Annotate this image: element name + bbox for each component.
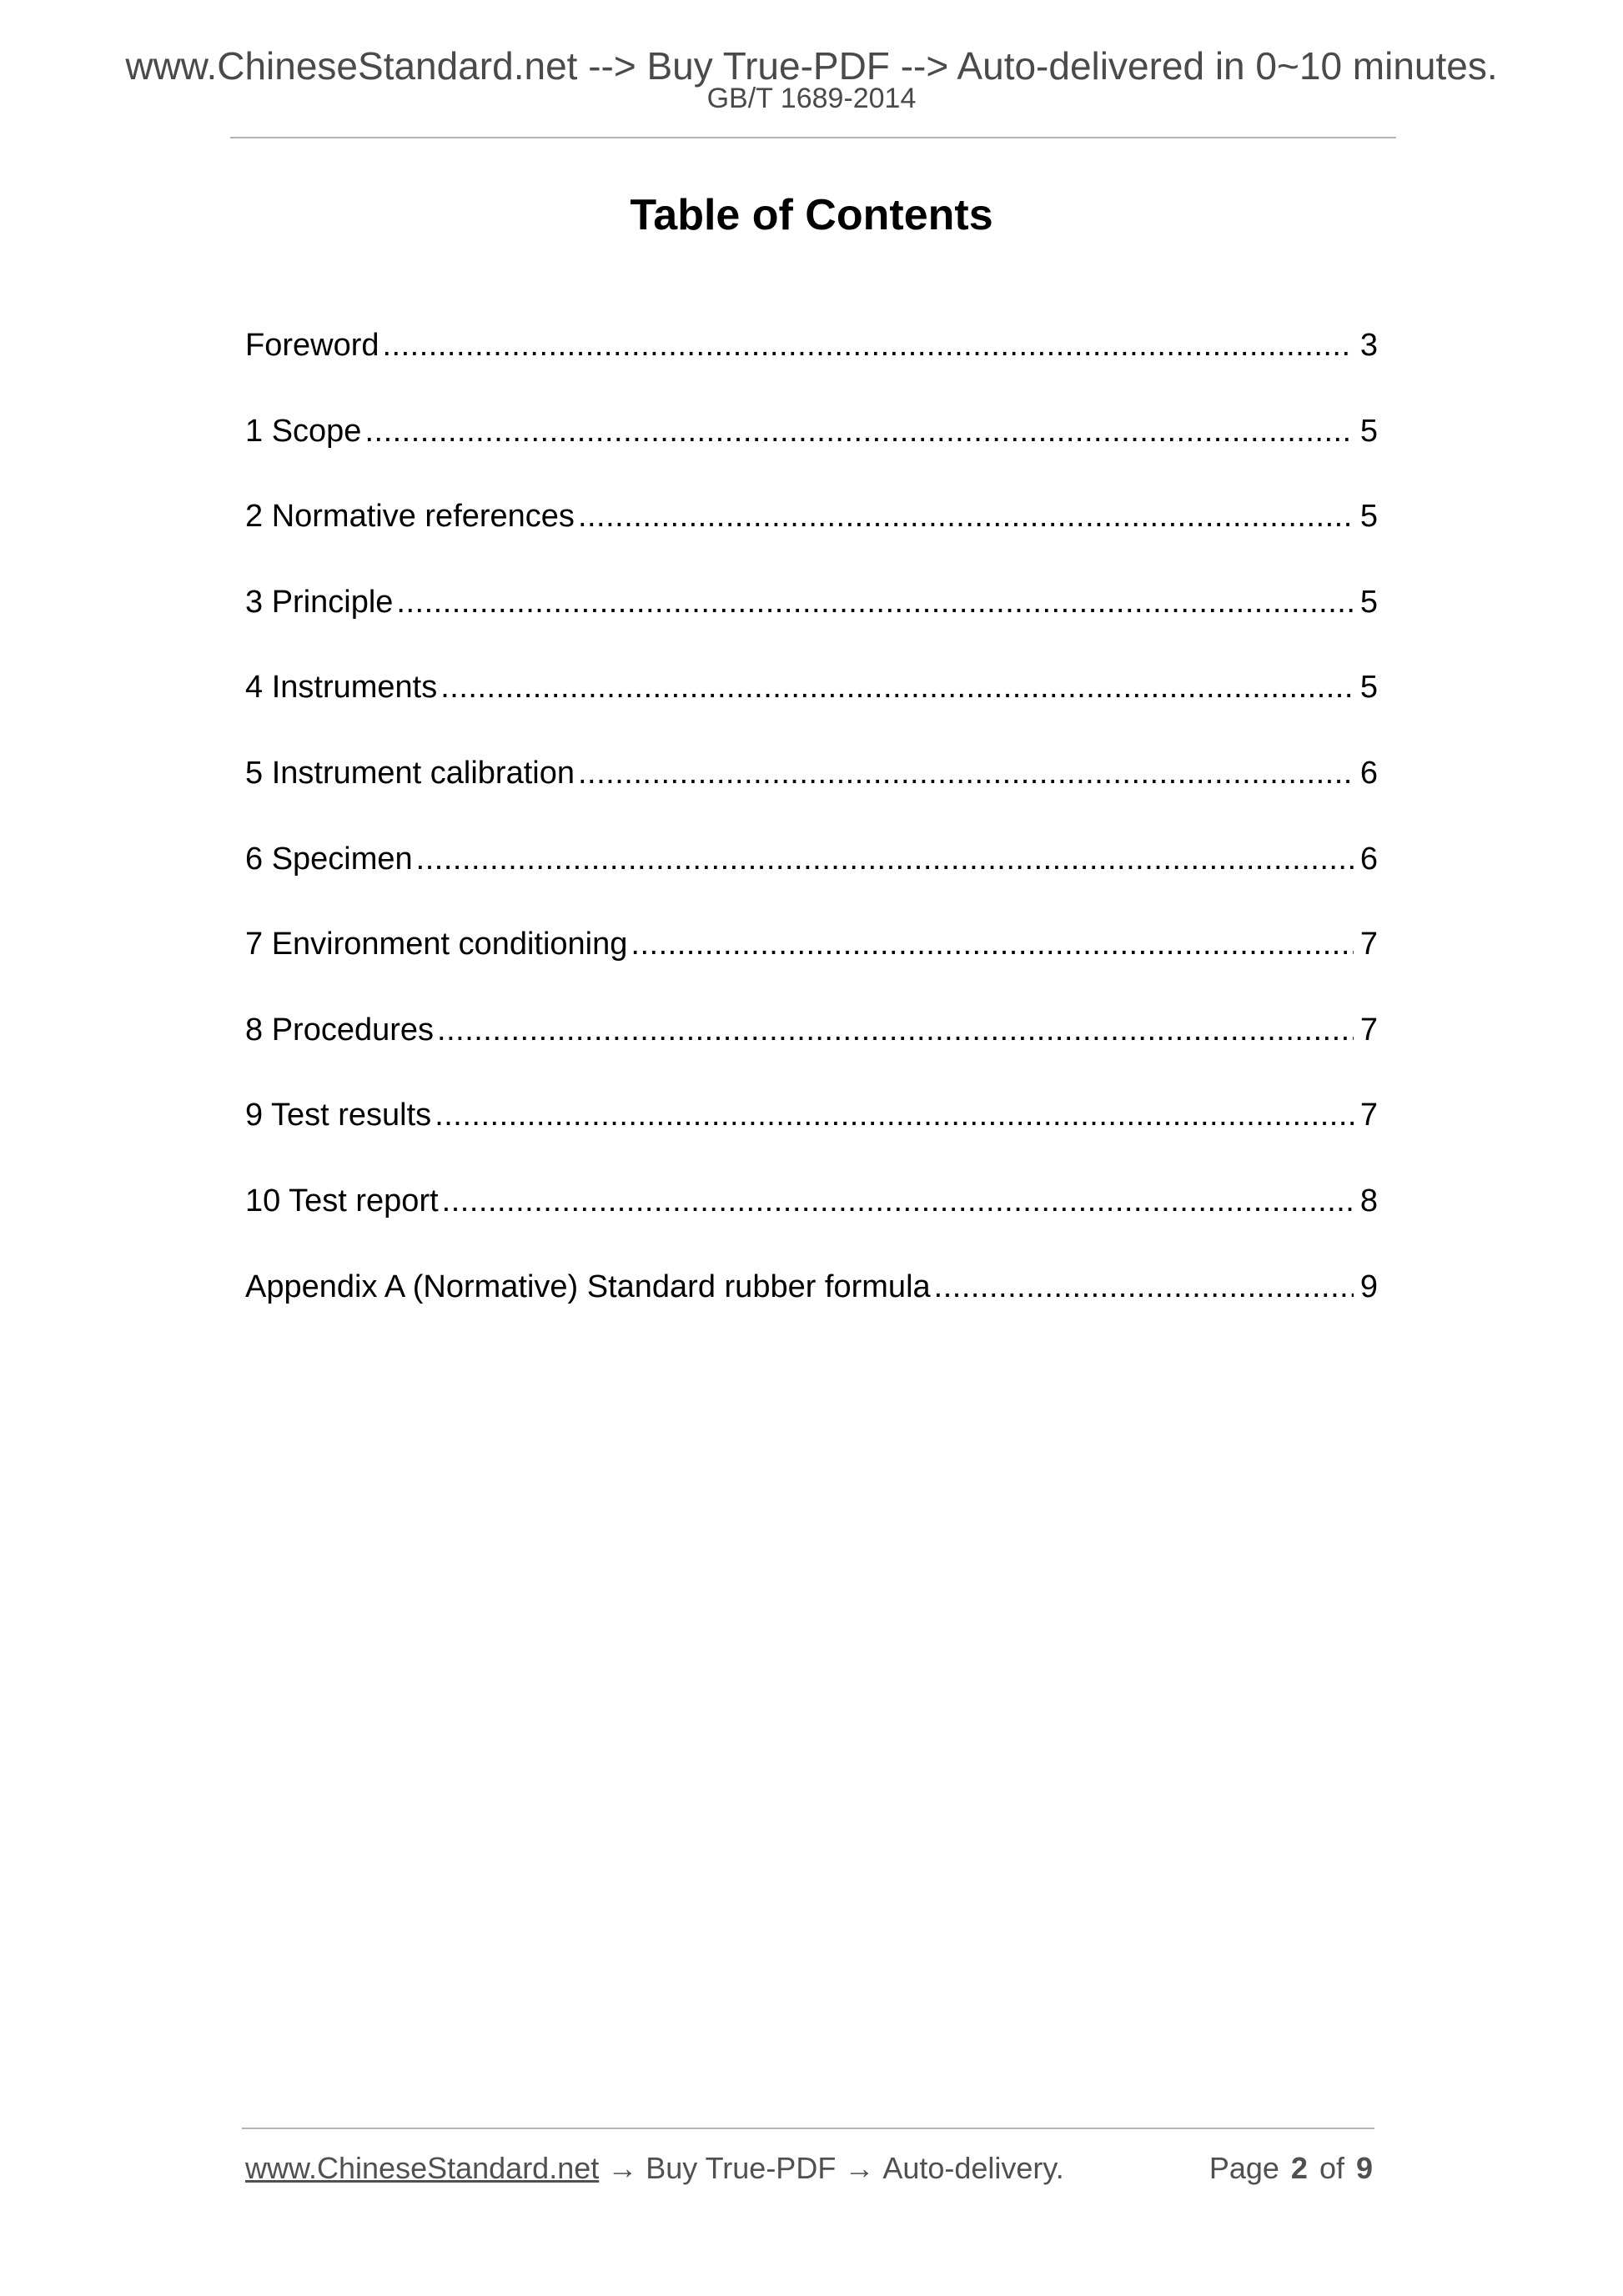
of-word: of <box>1319 2151 1344 2185</box>
dot-leader <box>631 919 1353 969</box>
toc-entry-label: 2 Normative references <box>245 499 575 535</box>
dot-leader <box>578 748 1354 798</box>
table-of-contents <box>245 320 1378 1347</box>
toc-entry-page: 8 <box>1359 1183 1378 1218</box>
page-word: Page <box>1208 2151 1279 2185</box>
toc-entry-specimen[interactable] <box>245 834 1378 920</box>
dot-leader <box>442 1176 1354 1226</box>
toc-entry-instrument-calibration[interactable] <box>245 748 1378 834</box>
toc-entry-test-report[interactable] <box>245 1176 1378 1262</box>
toc-entry-page: 5 <box>1359 413 1378 449</box>
toc-entry-normative-references[interactable] <box>245 491 1378 577</box>
dot-leader <box>396 577 1353 627</box>
toc-entry-page: 6 <box>1359 755 1378 791</box>
document-code: GB/T 1689-2014 <box>706 83 917 114</box>
toc-entry-foreword[interactable] <box>245 320 1378 406</box>
toc-entry-label: Appendix A (Normative) Standard rubber formula <box>245 1269 931 1304</box>
toc-entry-label: 6 Specimen <box>245 841 413 877</box>
footer-step-buy: Buy True-PDF <box>646 2151 837 2185</box>
page-current: 2 <box>1290 2151 1308 2185</box>
toc-entry-page: 5 <box>1359 584 1378 620</box>
toc-entry-label: 10 Test report <box>245 1183 439 1218</box>
page-total: 9 <box>1355 2151 1373 2185</box>
page-indicator <box>1209 2147 1373 2190</box>
toc-entry-instruments[interactable] <box>245 662 1378 748</box>
toc-entry-label: 5 Instrument calibration <box>245 755 575 791</box>
toc-entry-page: 7 <box>1359 1098 1378 1133</box>
page-footer <box>245 2147 1373 2190</box>
toc-entry-label: 9 Test results <box>245 1098 432 1133</box>
toc-entry-label: 8 Procedures <box>245 1012 435 1048</box>
footer-divider <box>242 2128 1374 2129</box>
arrow-right-icon: → <box>844 2151 875 2185</box>
toc-entry-label: 7 Environment conditioning <box>245 927 628 962</box>
toc-entry-page: 6 <box>1359 841 1378 877</box>
toc-entry-environment-conditioning[interactable] <box>245 919 1378 1005</box>
toc-entry-label: 1 Scope <box>245 413 362 449</box>
dot-leader <box>435 1090 1354 1140</box>
toc-entry-page: 5 <box>1359 670 1378 706</box>
toc-entry-procedures[interactable] <box>245 1005 1378 1091</box>
dot-leader <box>934 1262 1354 1312</box>
footer-promo <box>245 2147 1064 2190</box>
toc-entry-page: 5 <box>1359 499 1378 535</box>
dot-leader <box>416 834 1354 884</box>
toc-entry-page: 7 <box>1359 1012 1378 1048</box>
toc-entry-label: 4 Instruments <box>245 670 438 706</box>
footer-step-delivery: Auto-delivery. <box>882 2151 1064 2185</box>
dot-leader <box>364 406 1353 456</box>
toc-entry-principle[interactable] <box>245 577 1378 663</box>
header-banner: www.ChineseStandard.net --> Buy True-PDF --> Auto-delivered in 0~10 minutes. <box>125 44 1498 88</box>
dot-leader <box>578 491 1354 541</box>
toc-entry-appendix-a[interactable] <box>245 1262 1378 1348</box>
dot-leader <box>440 662 1354 712</box>
site-link[interactable]: www.ChineseStandard.net <box>245 2151 600 2185</box>
header-divider <box>230 137 1396 138</box>
toc-entry-page: 3 <box>1359 328 1378 363</box>
dot-leader <box>437 1005 1354 1055</box>
toc-entry-page: 9 <box>1359 1269 1378 1304</box>
toc-entry-test-results[interactable] <box>245 1090 1378 1176</box>
dot-leader <box>383 320 1354 370</box>
toc-entry-label: Foreword <box>245 328 379 363</box>
toc-entry-label: 3 Principle <box>245 584 394 620</box>
toc-entry-page: 7 <box>1359 927 1378 962</box>
arrow-right-icon: → <box>607 2151 638 2185</box>
toc-entry-scope[interactable] <box>245 406 1378 492</box>
page-title: Table of Contents <box>630 191 993 239</box>
